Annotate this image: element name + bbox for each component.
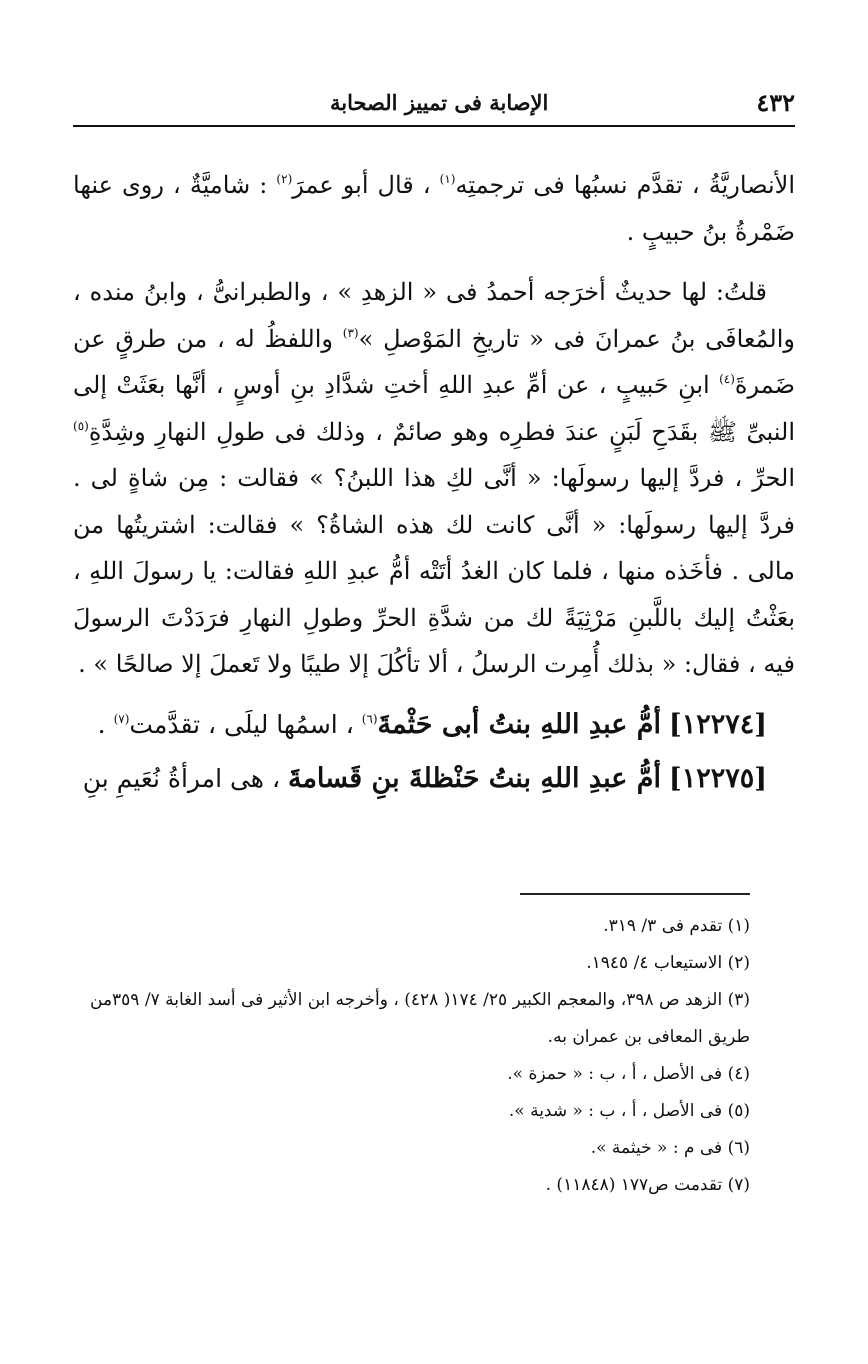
footnote: (٧) تقدمت ص١٧٧ (١١٨٤٨) .	[545, 1175, 750, 1195]
footnote: (٤) فى الأصل ، أ ، ب : « حمزة ».	[507, 1064, 750, 1084]
page-number: ٤٣٢	[756, 87, 795, 117]
entry-12275: [١٢٢٧٥] أمُّ عبدِ اللهِ بنتُ حَنْظلةَ بنِ قَسامةَ ، هى امرأةُ نُعَيمِ بنِ	[82, 763, 767, 794]
footnote-ref: (٧)	[113, 711, 130, 726]
entry-name: أمُّ عبدِ اللهِ بنتُ حَنْظلةَ بنِ قَسامةَ	[287, 763, 661, 794]
footnote-ref: (٦)	[361, 711, 378, 726]
footnote: (٣) الزهد ص ٣٩٨، والمعجم الكبير ٢٥/ ١٧٤( ٤٢٨) ، وأخرجه ابن الأثير فى أسد الغابة ٧/ ٣٥٩من طريق المعافى بن عمران به.	[90, 990, 750, 1047]
main-text	[73, 162, 795, 811]
running-title: الإصابة فى تمييز الصحابة	[330, 89, 549, 115]
footnote: (١) تقدم فى ٣/ ٣١٩.	[603, 916, 750, 936]
footnote-ref: (٣)	[342, 325, 359, 340]
entry-12274: [١٢٢٧٤] أمُّ عبدِ اللهِ بنتُ أبى حَثْمةَ$^{(٦)}$ ، اسمُها ليلَى ، تقدَّمت$^{(٧)}$ .	[97, 708, 767, 740]
paragraph-hadith: قلتُ: لها حديثٌ أخرَجه أحمدُ فى « الزهدِ » ، والطبرانىُّ ، وابنُ منده ، والمُعافَى بنُ عمرانَ فى « تاريخِ المَوْصلِ »$^{(٣)}$ واللفظُ له ، من طرقٍ عن ضَمرةَ$^{(٤)}$ ابنِ حَبيبٍ ، عن أمِّ عبدِ اللهِ أختِ شدَّادِ بنِ أوسٍ ، أنَّها بعَثَتْ إلى النبىِّ ﷺ بقَدَحِ لَبَنٍ عندَ فطرِه وهو صائمٌ ، وذلك فى طولِ النهارِ وشِدَّةِ$^{(٥)}$ الحرِّ ، فردَّ إليها رسولَها: « أنَّى لكِ هذا اللبنُ؟ » فقالت : مِن شاةٍ لى . فردَّ إليها رسولَها: « أنَّى كانت لك هذه الشاةُ؟ » فقالت: اشتريتُها من مالى . فأخَذه منها ، فلما كان الغدُ أتَتْه أمُّ عبدِ اللهِ فقالت: يا رسولَ اللهِ ، بعَثْتُ إليك باللَّبنِ مَرْثِيَةً لك من شدَّةِ الحرِّ وطولِ النهارِ فرَدَدْتَ الرسولَ فيه ، فقال: « بذلك أُمِرت الرسلُ ، ألا تأكُلَ إلا طيبًا ولا تَعملَ إلا صالحًا » .	[73, 278, 795, 678]
footnote-ref: (٤)	[719, 372, 735, 386]
page-header	[70, 82, 795, 122]
footnote-ref: (١)	[439, 172, 456, 186]
footnote: (٥) فى الأصل ، أ ، ب : « شدية ».	[508, 1101, 750, 1121]
footnote-ref: (٢)	[276, 172, 293, 186]
footnote-rule	[520, 893, 750, 895]
footnote-ref: (٥)	[73, 418, 89, 433]
header-rule	[73, 125, 795, 127]
footnote: (٢) الاستيعاب ٤/ ١٩٤٥.	[586, 953, 750, 973]
paragraph-intro: الأنصاريَّةُ ، تقدَّم نسبُها فى ترجمتِه$^{(١)}$ ، قال أبو عمرَ$^{(٢)}$ : شاميَّةٌ ، روى عنها ضَمْرةُ بنُ حبيبٍ .	[73, 171, 796, 246]
footnotes	[73, 908, 750, 1204]
entry-number: [١٢٢٧٤]	[668, 708, 767, 740]
entry-number: [١٢٢٧٥]	[668, 763, 767, 794]
entry-name: أمُّ عبدِ اللهِ بنتُ أبى حَثْمةَ	[377, 708, 661, 740]
footnote: (٦) فى م : « خيثمة ».	[590, 1138, 750, 1158]
